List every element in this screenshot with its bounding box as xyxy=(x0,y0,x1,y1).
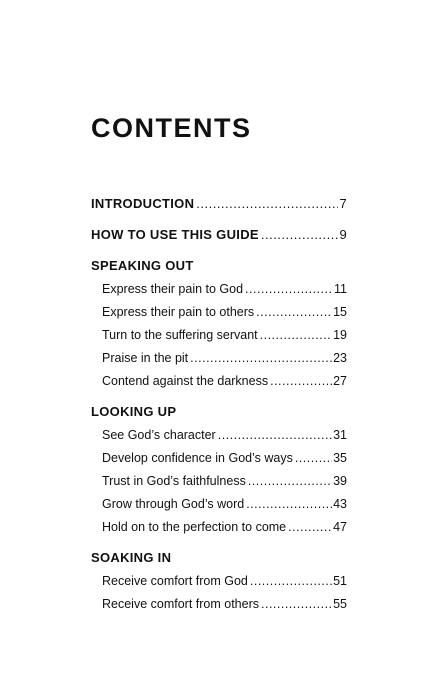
dot-leader xyxy=(261,226,339,244)
toc-entry-label: Express their pain to God xyxy=(102,282,244,296)
toc-entry-label: INTRODUCTION xyxy=(91,196,195,211)
toc-page-number: 35 xyxy=(333,451,347,465)
toc-page-number: 31 xyxy=(333,428,347,442)
toc-page-number: 43 xyxy=(333,497,347,511)
section-heading-soaking-in: SOAKING IN xyxy=(91,550,172,565)
toc-entry[interactable] xyxy=(102,495,347,513)
toc-page-number: 23 xyxy=(333,351,347,365)
toc-entry-label: Contend against the darkness xyxy=(102,374,269,388)
toc-page-number: 9 xyxy=(339,227,347,242)
toc-entry-label: HOW TO USE THIS GUIDE xyxy=(91,227,259,242)
toc-entry-label: Turn to the suffering servant xyxy=(102,328,258,342)
toc-entry[interactable] xyxy=(102,472,347,490)
toc-entry-label: See God’s character xyxy=(102,428,216,442)
toc-entry-label: Praise in the pit xyxy=(102,351,189,365)
dot-leader xyxy=(270,372,332,390)
toc-entry[interactable] xyxy=(102,595,347,613)
dot-leader xyxy=(245,280,333,298)
toc-entry-label: Develop confidence in God’s ways xyxy=(102,451,293,465)
toc-page-number: 55 xyxy=(333,597,347,611)
dot-leader xyxy=(295,449,332,467)
toc-entry[interactable] xyxy=(102,518,347,536)
toc-entry[interactable] xyxy=(102,303,347,321)
toc-entry[interactable] xyxy=(102,572,347,590)
dot-leader xyxy=(218,426,332,444)
toc-page-number: 15 xyxy=(333,305,347,319)
page-title: CONTENTS xyxy=(91,113,252,143)
toc-entry[interactable] xyxy=(102,280,347,298)
toc-page-number: 19 xyxy=(333,328,347,342)
toc-page-number: 27 xyxy=(333,374,347,388)
toc-entry-label: Hold on to the perfection to come xyxy=(102,520,287,534)
toc-entry-label: Grow through God’s word xyxy=(102,497,245,511)
toc-page-number: 39 xyxy=(333,474,347,488)
toc-page-number: 11 xyxy=(334,282,347,296)
toc-entry-introduction[interactable] xyxy=(91,195,347,213)
dot-leader xyxy=(246,495,332,513)
dot-leader xyxy=(256,303,332,321)
toc-page-number: 51 xyxy=(333,574,347,588)
dot-leader xyxy=(190,349,332,367)
dot-leader xyxy=(248,472,332,490)
toc-entry-label: Trust in God’s faithfulness xyxy=(102,474,246,488)
dot-leader xyxy=(250,572,332,590)
dot-leader xyxy=(196,195,338,213)
toc-entry[interactable] xyxy=(102,449,347,467)
toc-page-number: 7 xyxy=(339,196,347,211)
toc-entry[interactable] xyxy=(102,372,347,390)
section-heading-speaking-out: SPEAKING OUT xyxy=(91,258,194,273)
section-heading-looking-up: LOOKING UP xyxy=(91,404,177,419)
toc-page-number: 47 xyxy=(333,520,347,534)
toc-entry-label: Receive comfort from others xyxy=(102,597,259,611)
dot-leader xyxy=(260,326,332,344)
dot-leader xyxy=(261,595,332,613)
toc-entry-label: Express their pain to others xyxy=(102,305,255,319)
dot-leader xyxy=(288,518,332,536)
toc-entry-how-to-use[interactable] xyxy=(91,226,347,244)
toc-entry[interactable] xyxy=(102,426,347,444)
toc-entry-label: Receive comfort from God xyxy=(102,574,248,588)
toc-entry[interactable] xyxy=(102,326,347,344)
toc-entry[interactable] xyxy=(102,349,347,367)
